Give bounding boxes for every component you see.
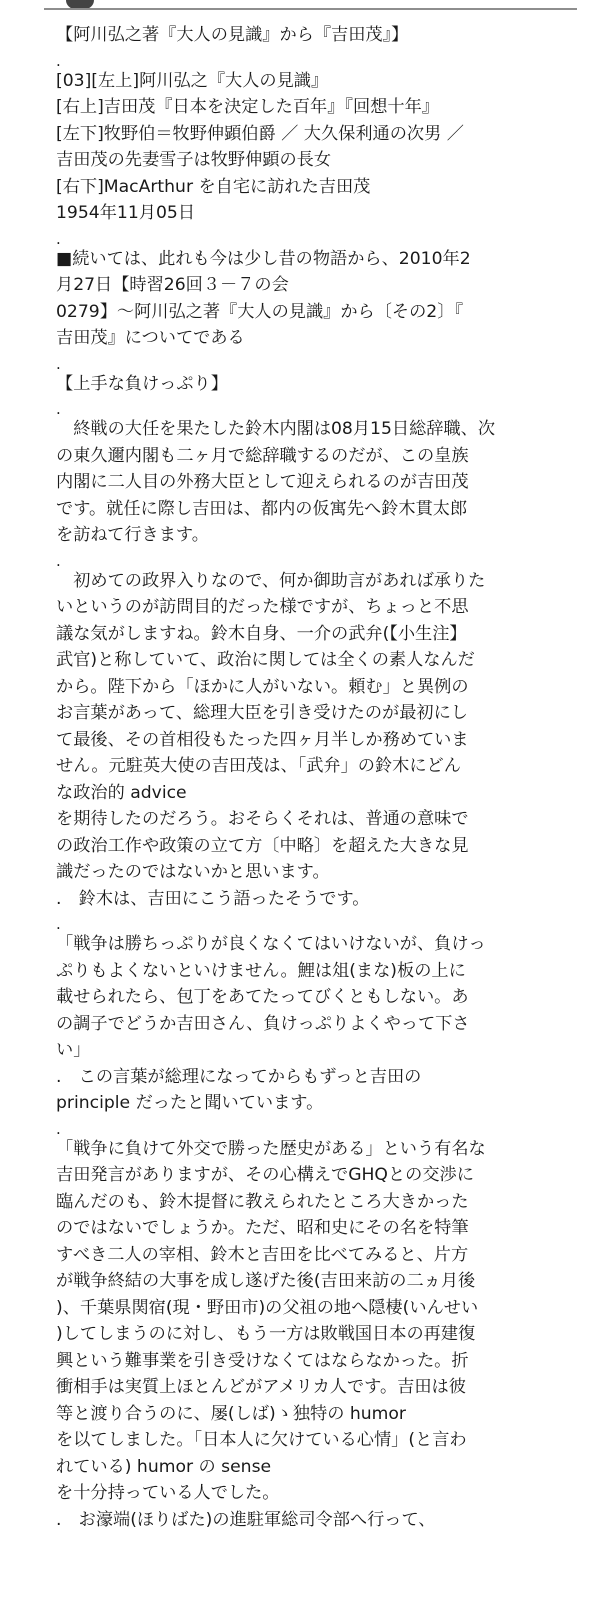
section-7	[56, 1119, 546, 1534]
section-text: 初めての政界入りなので、何か御助言があれば承りた いというのが訪問目的だった様ですが、ちょっと不思 議な気がしますね。鈴木自身、一介の武弁(【小生注】 武官)と称していて、政治に関しては全くの素人なんだ から。陛下から「ほかに人がいない。頼む」と異例の お言葉があって、総理大臣を引き受けたのが最初にし て最後、その首相役もたった四ヶ月半しか務めていま せん。元駐英大使の吉田茂は、「武弁」の鈴木にどん な政治的 advice を期待したのだろう。おそらくそれは、普通の意味で の政治工作や政策の立て方〔中略〕を超えた大きな見 識だったのではないかと思います。 . 鈴木は、吉田にこう語ったそうです。	[56, 570, 486, 909]
section-2	[56, 229, 546, 352]
top-divider	[44, 8, 577, 10]
section-separator-dot: .	[56, 1119, 61, 1138]
section-5	[56, 551, 546, 913]
section-text: 終戦の大任を果たした鈴木内閣は08月15日総辞職、次 の東久邇内閣も二ヶ月で総辞職するのだが、この皇族 内閣に二人目の外務大臣として迎えられるのが吉田茂 です。就任に際し吉田は、都内の仮寓先へ鈴木貫太郎 を訪ねて行きます。	[56, 419, 496, 545]
section-1	[56, 51, 546, 227]
section-heading: 【上手な負けっぷり】	[56, 373, 228, 394]
article-body	[56, 20, 546, 1533]
section-separator-dot: .	[56, 354, 61, 373]
section-text: ■続いては、此れも今は少し昔の物語から、2010年2 月27日【時習26回３－７の会 0279】～阿川弘之著『大人の見識』から〔その2〕『 吉田茂』についてである	[56, 248, 471, 348]
section-text: 「戦争は勝ちっぷりが良くなくてはいけないが、負けっ ぷりもよくないといけません。鯉は俎(まな)板の上に 載せられたら、包丁をあてたってびくともしない。あ の調子でどうか吉田さん、負けっぷりよくやって下さ い」 . この言葉が総理になってからもずっと吉田の principle だったと聞いています。	[56, 934, 486, 1113]
section-separator-dot: .	[56, 915, 61, 933]
section-separator-dot: .	[56, 51, 61, 70]
section-separator-dot: .	[56, 229, 61, 248]
section-separator-dot: .	[56, 551, 61, 570]
article-title: 【阿川弘之著『大人の見識』から『吉田茂』】	[56, 25, 409, 45]
section-3	[56, 354, 546, 398]
section-4	[56, 400, 546, 549]
section-separator-dot: .	[56, 400, 61, 418]
section-text: [03][左上]阿川弘之『大人の見識』 [右上]吉田茂『日本を決定した百年』『回想十年』 [左下]牧野伯＝牧野伸顕伯爵 ／ 大久保利通の次男 ／ 吉田茂の先妻雪子は牧野伸顕の長女 [右下]MacArthur を自宅に訪れた吉田茂 1954年11月05日	[56, 70, 464, 223]
section-text: 「戦争に負けて外交で勝った歴史がある」という有名な 吉田発言がありますが、その心構えでGHQとの交渉に 臨んだのも、鈴木提督に教えられたところ大きかった のではないでしょうか。ただ、昭和史にその名を特筆 すべき二人の宰相、鈴木と吉田を比べてみると、片方 が戦争終結の大事を成し遂げた後(吉田来訪の二ヵ月後 )、千葉県関宿(現・野田市)の父祖の地へ隠棲(いんせい )してしまうのに対し、もう一方は敗戦国日本の再建復 興という難事業を引き受けなくてはならなかった。折 衝相手は実質上ほとんどがアメリカ人です。吉田は彼 等と渡り合うのに、屡(しば)ゝ独特の humor を以てしました。「日本人に欠けている心情」(と言わ れている) humor の sense を十分持っている人でした。 . お濠端(ほりばた)の進駐軍総司令部へ行って、	[56, 1138, 486, 1530]
section-6	[56, 915, 546, 1117]
